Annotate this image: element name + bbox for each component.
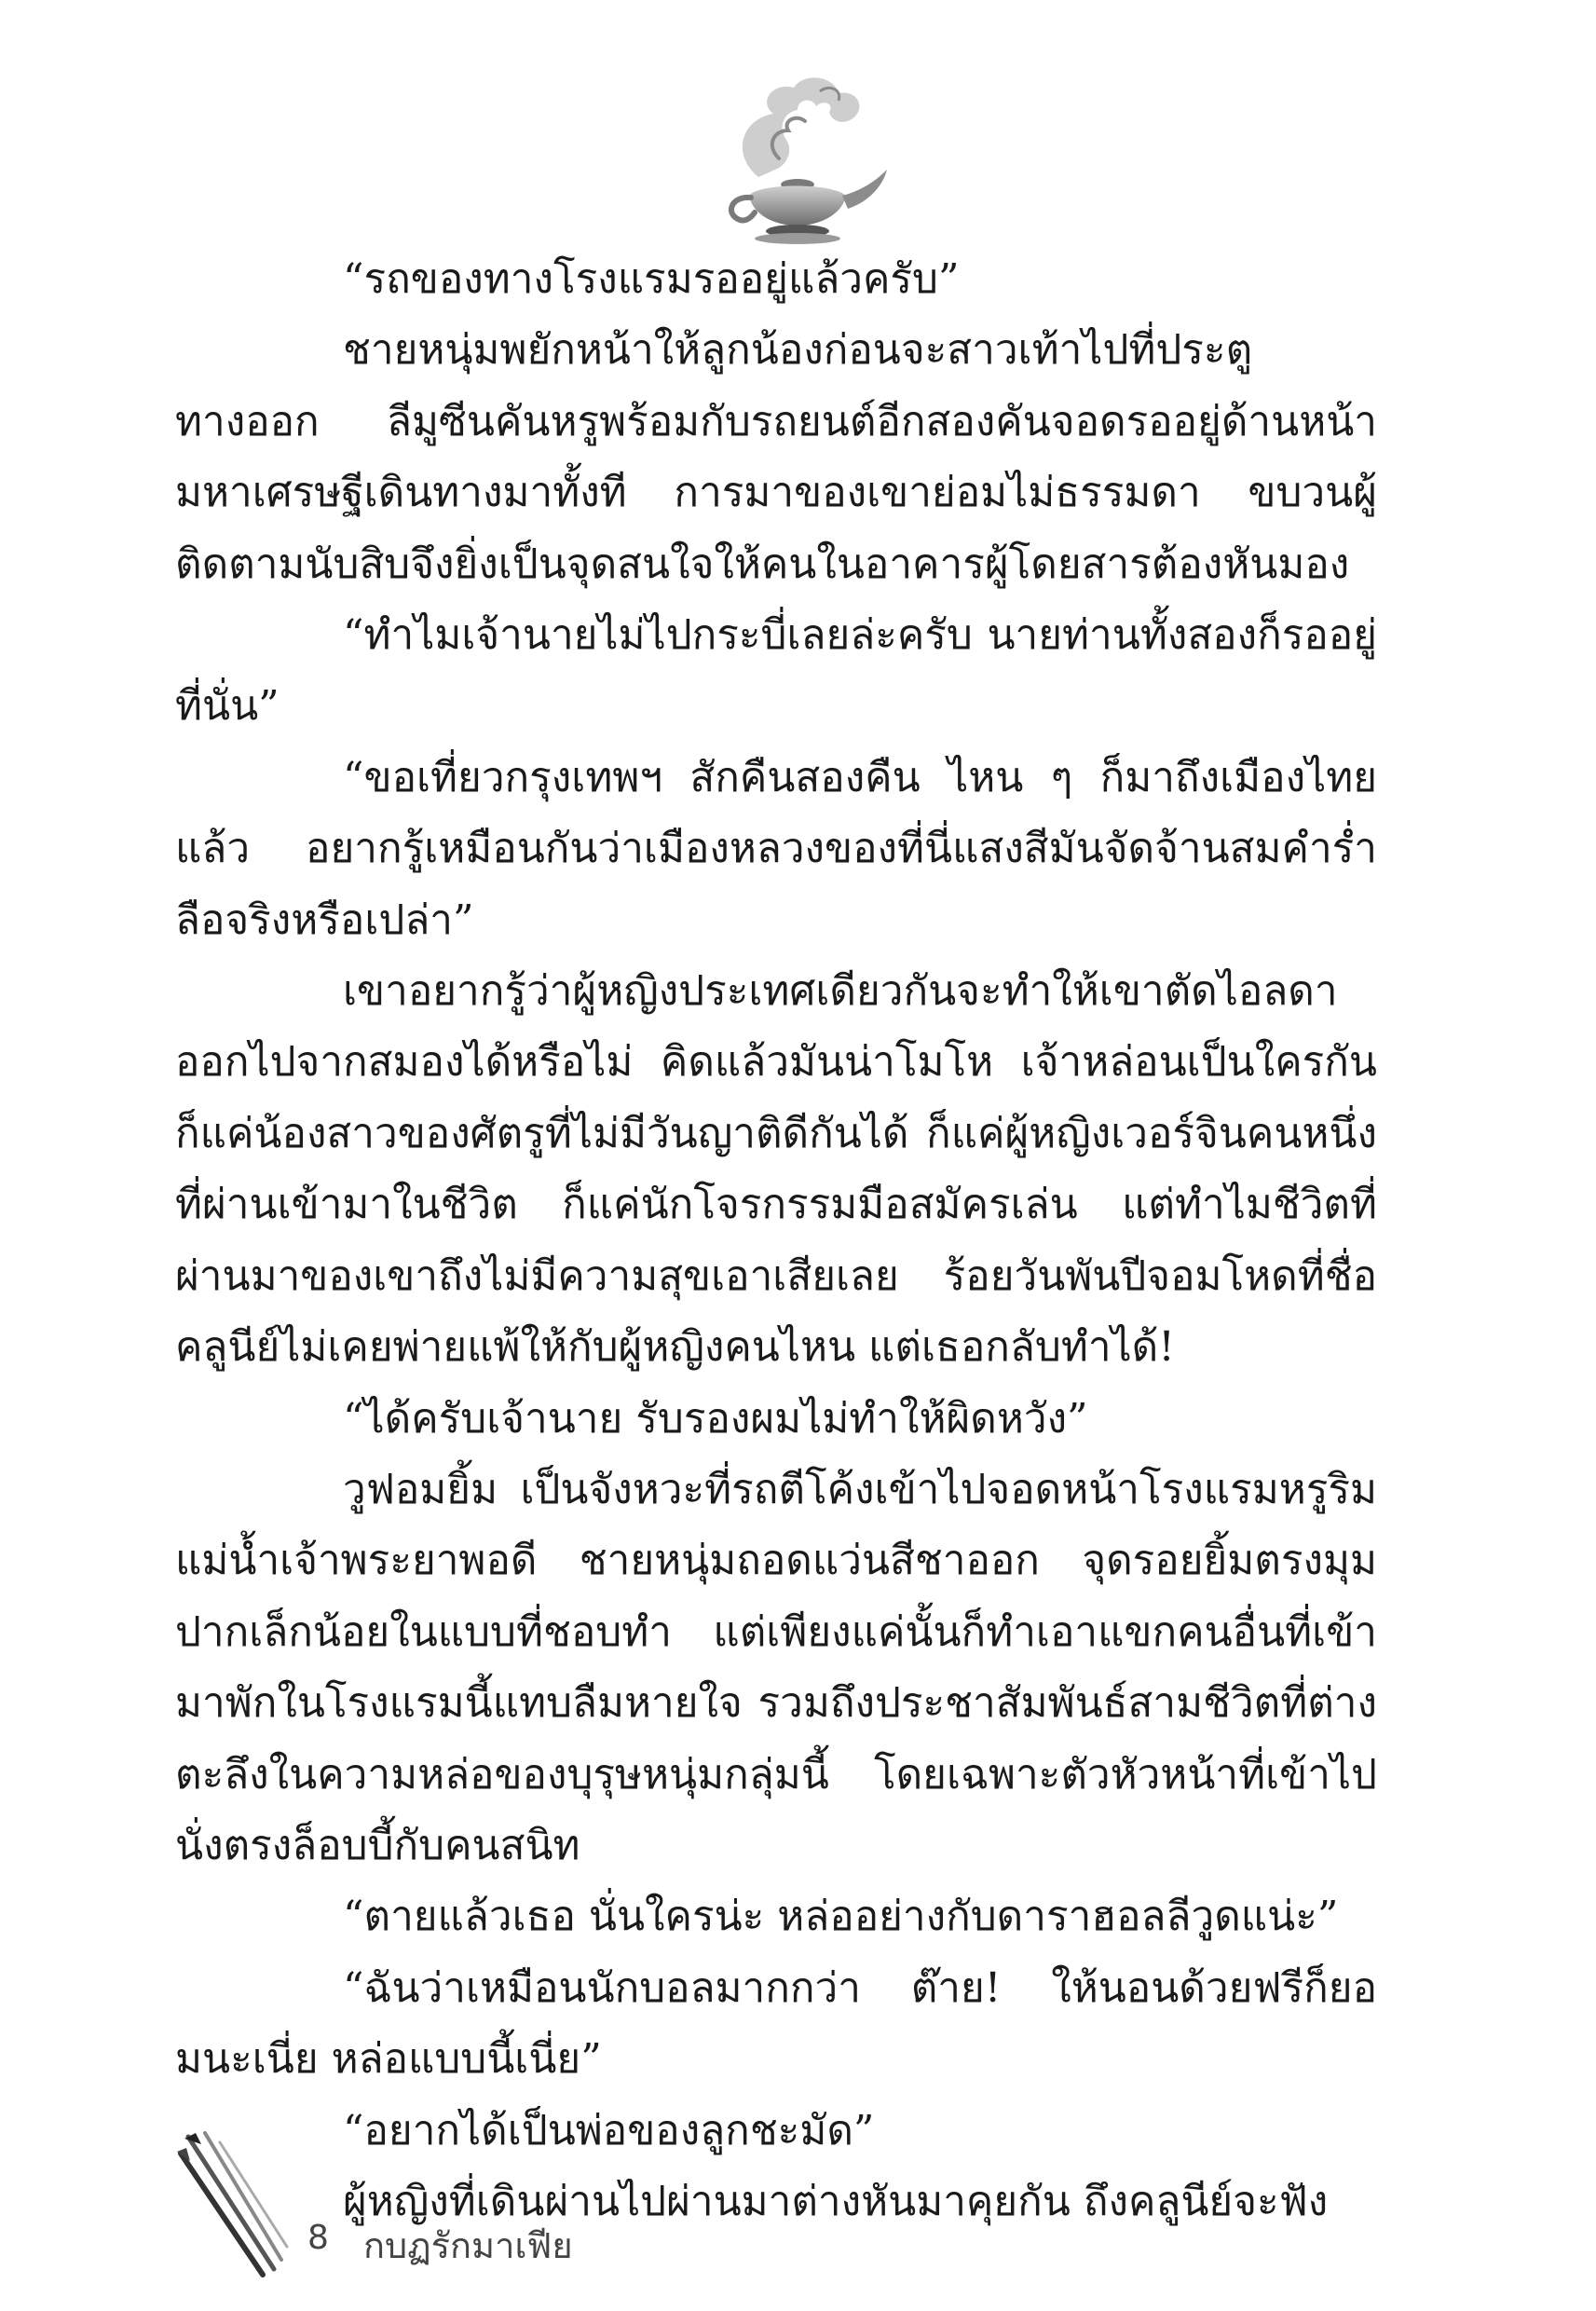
paragraph: “อยากได้เป็นพ่อของลูกชะมัด” [343, 2106, 875, 2154]
paragraph: ชายหนุ่มพยักหน้าให้ลูกน้องก่อนจะสาวเท้าไปที่ประตูทางออก ลีมูซีนคันหรูพร้อมกับรถยนต์อีกสองคันจอดรออยู่ด้านหน้า มหาเศรษฐีเดินทางมาทั้งที การมาของเขาย่อมไม่ธรรมดา ขบวนผู้ติดตามนับสิบจึงยิ่งเป็นจุดสนใจให้คนในอาคารผู้โดยสารต้องหันมอง [175, 326, 1377, 588]
paragraph: “ตายแล้วเธอ นั่นใครน่ะ หล่ออย่างกับดาราฮอลลีวูดแน่ะ” [343, 1893, 1339, 1941]
paragraph: เขาอยากรู้ว่าผู้หญิงประเทศเดียวกันจะทำให้เขาตัดไอลดาออกไปจากสมองได้หรือไม่ คิดแล้วมันน่าโมโห เจ้าหล่อนเป็นใครกัน ก็แค่น้องสาวของศัตรูที่ไม่มีวันญาติดีกันได้ ก็แค่ผู้หญิงเวอร์จินคนหนึ่งที่ผ่านเข้ามาในชีวิต ก็แค่นักโจรกรรมมือสมัครเล่น แต่ทำไมชีวิตที่ผ่านมาของเขาถึงไม่มีความสุขเอาเสียเลย ร้อยวันพันปีจอมโหดที่ชื่อคลูนีย์ไม่เคยพ่ายแพ้ให้กับผู้หญิงคนไหน แต่เธอกลับทำได้! [175, 967, 1377, 1372]
paragraph: “ได้ครับเจ้านาย รับรองผมไม่ทำให้ผิดหวัง” [343, 1394, 1088, 1443]
page-footer [177, 2129, 829, 2297]
page-body [175, 244, 1377, 2237]
paragraph: “ฉันว่าเหมือนนักบอลมากกว่า ต๊าย! ให้นอนด้วยฟรีก็ยอมนะเนี่ย หล่อแบบนี้เนี่ย” [175, 1963, 1377, 2084]
paragraph: “ทำไมเจ้านายไม่ไปกระบี่เลยล่ะครับ นายท่านทั้งสองก็รออยู่ที่นั่น” [175, 611, 1377, 731]
genie-lamp-icon [693, 65, 898, 252]
paragraph: ผู้หญิงที่เดินผ่านไปผ่านมาต่างหันมาคุยกัน ถึงคลูนีย์จะฟัง [343, 2177, 1329, 2225]
page-number: 8 [307, 2219, 329, 2257]
paintbrushes-icon [177, 2129, 298, 2278]
book-title: กบฏรักมาเฟีย [363, 2225, 573, 2266]
paragraph: วูฟอมยิ้ม เป็นจังหวะที่รถตีโค้งเข้าไปจอดหน้าโรงแรมหรูริมแม่น้ำเจ้าพระยาพอดี ชายหนุ่มถอดแว่นสีชาออก จุดรอยยิ้มตรงมุมปากเล็กน้อยในแบบที่ชอบทำ แต่เพียงแค่นั้นก็ทำเอาแขกคนอื่นที่เข้ามาพักในโรงแรมนี้แทบลืมหายใจ รวมถึงประชาสัมพันธ์สามชีวิตที่ต่างตะลึงในความหล่อของบุรุษหนุ่มกลุ่มนี้ โดยเฉพาะตัวหัวหน้าที่เข้าไปนั่งตรงล็อบบี้กับคนสนิท [175, 1465, 1377, 1869]
paragraph: “ขอเที่ยวกรุงเทพฯ สักคืนสองคืน ไหน ๆ ก็มาถึงเมืองไทยแล้ว อยากรู้เหมือนกันว่าเมืองหลวงของที่นี่แสงสีมันจัดจ้านสมคำร่ำลือจริงหรือเปล่า” [175, 753, 1377, 944]
paragraph: “รถของทางโรงแรมรออยู่แล้วครับ” [343, 255, 960, 303]
